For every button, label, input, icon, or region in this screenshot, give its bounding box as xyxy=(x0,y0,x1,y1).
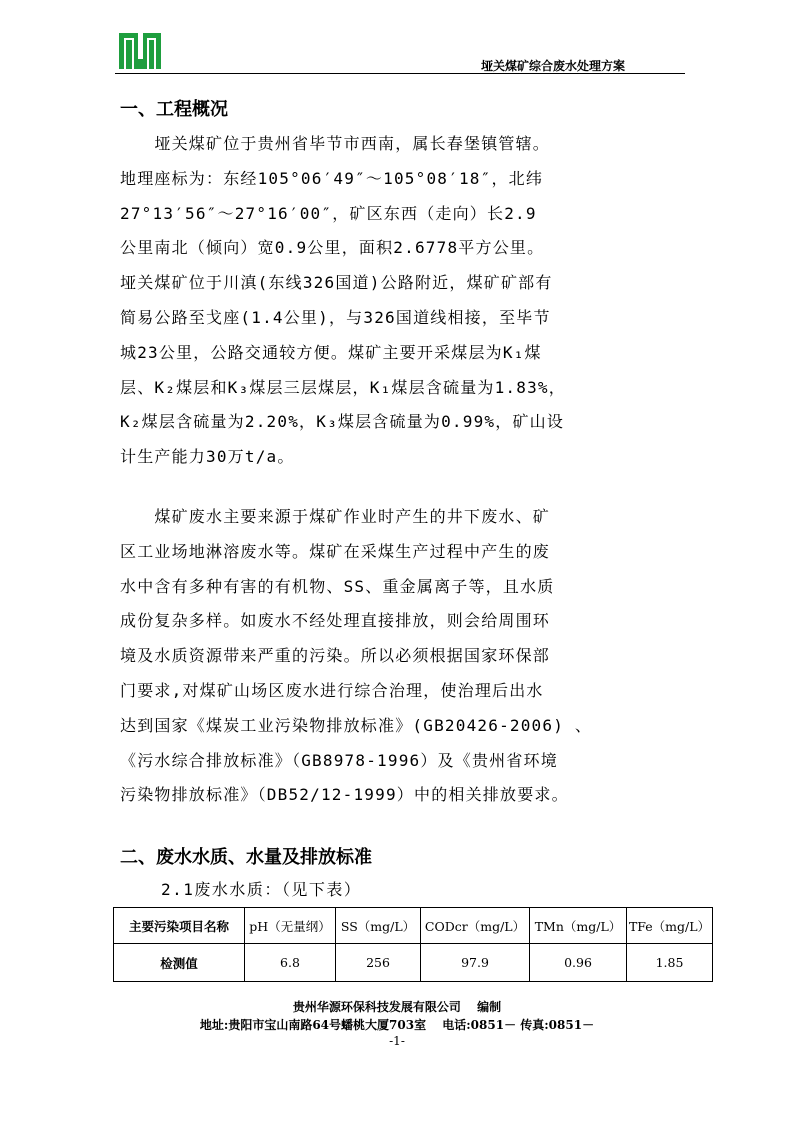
paragraph-wastewater-source xyxy=(120,500,682,813)
table-header-cell: TMn（mg/L） xyxy=(530,908,627,944)
paragraph-line: 27°13′56″～27°16′00″，矿区东西（走向）长2.9 xyxy=(120,203,537,223)
subsection-heading: 2.1废水水质：（见下表） xyxy=(161,880,362,899)
paragraph-line: 简易公路至戈座(1.4公里)，与326国道线相接，至毕节 xyxy=(120,307,551,327)
table-cell: 检测值 xyxy=(114,944,245,982)
table-header-cell: 主要污染项目名称 xyxy=(114,908,245,944)
table-cell: 0.96 xyxy=(530,944,627,982)
paragraph-line: 层、K₂煤层和K₃煤层三层煤层，K₁煤层含硫量为1.83%， xyxy=(120,377,566,397)
table-header-cell: TFe（mg/L） xyxy=(627,908,713,944)
footer-company: 贵州华源环保科技发展有限公司 编制 xyxy=(292,1000,502,1014)
paragraph-line: 地理座标为：东经105°06′49″～105°08′18″，北纬 xyxy=(120,168,544,188)
table-header-cell: pH（无量纲） xyxy=(245,908,336,944)
table-cell: 1.85 xyxy=(627,944,713,982)
footer-address: 地址:贵阳市宝山南路64号蟠桃大厦703室 电话:0851－ 传真:0851－ xyxy=(199,1018,595,1032)
table-header-cell: CODcr（mg/L） xyxy=(421,908,530,944)
paragraph-line: 门要求,对煤矿山场区废水进行综合治理，使治理后出水 xyxy=(120,680,544,700)
paragraph-line: 《污水综合排放标准》（GB8978-1996）及《贵州省环境 xyxy=(120,750,558,770)
table-cell: 97.9 xyxy=(421,944,530,982)
water-quality-table xyxy=(113,907,713,982)
header-divider xyxy=(115,73,685,74)
paragraph-overview xyxy=(120,127,682,475)
paragraph-line: 水中含有多种有害的有机物、SS、重金属离子等，且水质 xyxy=(120,576,555,596)
section-heading-overview: 一、工程概况 xyxy=(120,99,228,120)
table-header-row xyxy=(114,908,713,944)
paragraph-line: 垭关煤矿位于贵州省毕节市西南，属长春堡镇管辖。 xyxy=(120,134,551,153)
paragraph-line: 煤矿废水主要来源于煤矿作业时产生的井下废水、矿 xyxy=(120,507,551,526)
table-row xyxy=(114,944,713,982)
paragraph-line: 垭关煤矿位于川滇(东线326国道)公路附近，煤矿矿部有 xyxy=(120,273,553,293)
table-header-cell: SS（mg/L） xyxy=(336,908,421,944)
paragraph-line: 境及水质资源带来严重的污染。所以必须根据国家环保部 xyxy=(120,646,551,666)
paragraph-line: K₂煤层含硫量为2.20%，K₃煤层含硫量为0.99%，矿山设 xyxy=(120,412,565,432)
paragraph-line: 区工业场地淋溶废水等。煤矿在采煤生产过程中产生的废 xyxy=(120,541,551,561)
paragraph-line: 成份复杂多样。如废水不经处理直接排放，则会给周围环 xyxy=(120,611,551,631)
table-cell: 256 xyxy=(336,944,421,982)
paragraph-line: 城23公里，公路交通较方便。煤矿主要开采煤层为K₁煤 xyxy=(120,342,542,362)
header-title: 垭关煤矿综合废水处理方案 xyxy=(480,59,625,73)
paragraph-line: 计生产能力30万t/a。 xyxy=(120,447,295,467)
section-heading-water-quality: 二、废水水质、水量及排放标准 xyxy=(120,847,372,868)
paragraph-line: 公里南北（倾向）宽0.9公里，面积2.6778平方公里。 xyxy=(120,238,545,258)
company-logo xyxy=(119,33,161,69)
table-cell: 6.8 xyxy=(245,944,336,982)
page-number: -1- xyxy=(389,1034,405,1048)
paragraph-line: 达到国家《煤炭工业污染物排放标准》(GB20426-2006) 、 xyxy=(120,715,593,735)
paragraph-line: 污染物排放标准》（DB52/12-1999）中的相关排放要求。 xyxy=(120,785,569,805)
